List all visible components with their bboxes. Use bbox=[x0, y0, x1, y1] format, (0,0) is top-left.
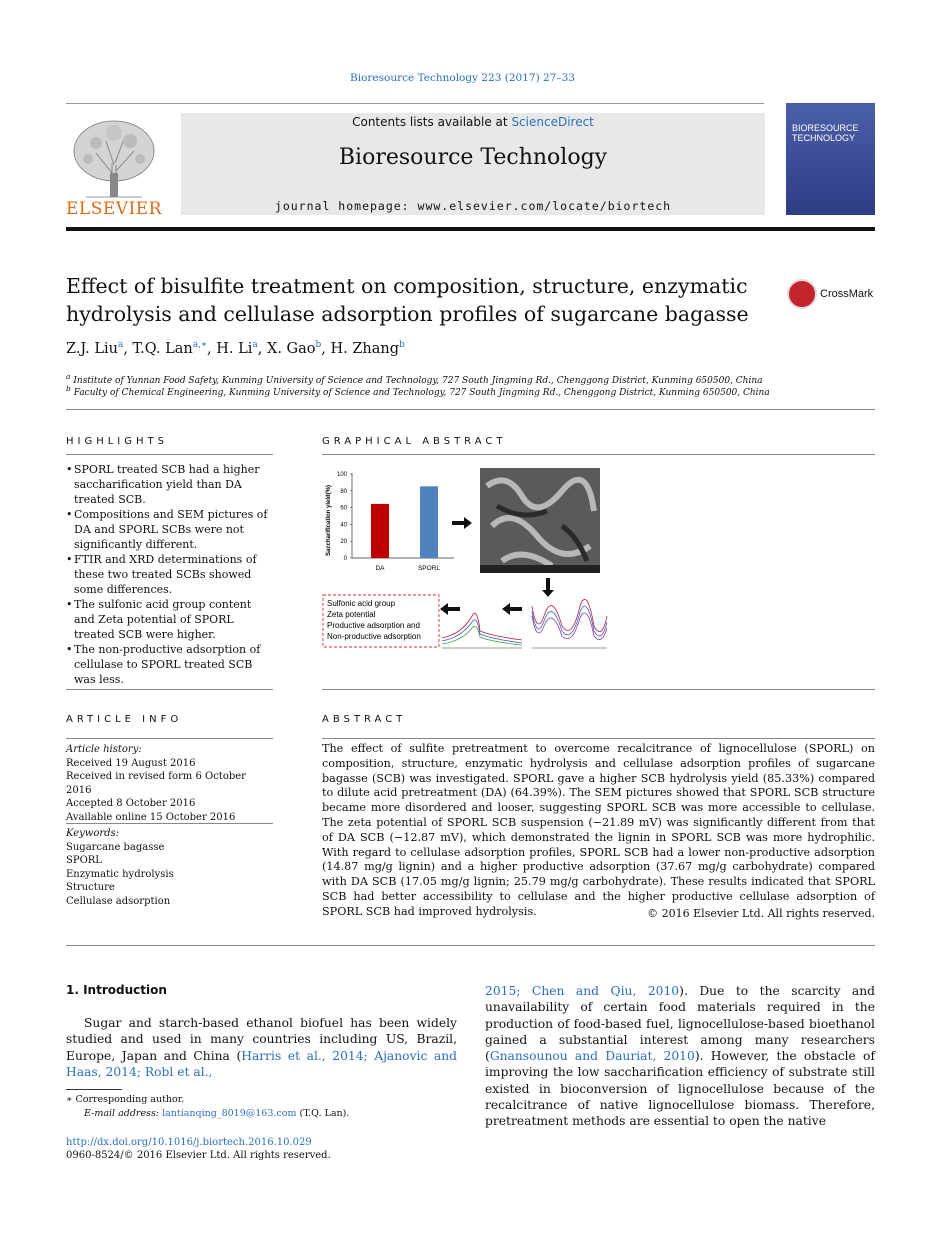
affil-sup: b bbox=[66, 384, 71, 393]
x-tick-label: SPORL bbox=[417, 565, 441, 572]
highlights-bottom-rule bbox=[66, 689, 273, 690]
affil-sup: a bbox=[66, 372, 71, 381]
ga-rule bbox=[322, 454, 875, 455]
box-line: Zeta potential bbox=[327, 610, 376, 619]
list-item: • SPORL treated SCB had a higher saccharification yield than DA treated SCB. bbox=[66, 462, 273, 507]
right-arrow-icon bbox=[452, 517, 472, 529]
keywords-label: Keywords: bbox=[66, 828, 120, 839]
keywords bbox=[66, 827, 273, 908]
keyword: Sugarcane bagasse bbox=[66, 841, 165, 853]
highlights-heading: HIGHLIGHTS bbox=[66, 436, 168, 447]
ftir-plot bbox=[532, 599, 607, 648]
abstract-rule bbox=[322, 738, 875, 739]
list-item: • The non-productive adsorption of cellulase to SPORL treated SCB was less. bbox=[66, 642, 273, 687]
contents-line bbox=[181, 115, 765, 129]
article-info-heading: ARTICLE INFO bbox=[66, 714, 183, 725]
cover-title: BIORESOURCE TECHNOLOGY bbox=[792, 123, 859, 143]
list-item: • FTIR and XRD determinations of these two treated SCBs showed some differences. bbox=[66, 552, 273, 597]
highlights-rule bbox=[66, 454, 273, 455]
y-tick-label: 40 bbox=[340, 522, 347, 529]
list-item: • The sulfonic acid group content and Zeta potential of SPORL treated SCB were higher. bbox=[66, 597, 273, 642]
keyword: Structure bbox=[66, 882, 115, 893]
crossmark-badge[interactable] bbox=[787, 279, 873, 309]
abstract-heading: ABSTRACT bbox=[322, 714, 407, 725]
keywords-rule bbox=[66, 823, 273, 824]
author: H. Zhang bbox=[330, 340, 400, 357]
affiliation-b bbox=[66, 384, 770, 398]
abstract-copyright: © 2016 Elsevier Ltd. All rights reserved. bbox=[647, 907, 875, 920]
author-sup[interactable]: a,∗ bbox=[192, 340, 208, 350]
author: Z.J. Liu bbox=[66, 340, 118, 357]
graphical-abstract-figure bbox=[322, 466, 612, 661]
history-item: Accepted 8 October 2016 bbox=[66, 798, 196, 809]
citation-link[interactable]: Gnansounou and Dauriat, 2010 bbox=[489, 1049, 695, 1064]
keyword: SPORL bbox=[66, 855, 102, 866]
author: T.Q. Lan bbox=[132, 340, 193, 357]
author-sup[interactable]: b bbox=[399, 340, 405, 350]
xrd-plot bbox=[442, 613, 522, 648]
header-thick-rule bbox=[66, 227, 875, 231]
section-heading: 1. Introduction bbox=[66, 983, 167, 997]
header-rule bbox=[66, 103, 764, 104]
article-history bbox=[66, 743, 273, 824]
box-line: Sulfonic acid group bbox=[327, 599, 396, 608]
keyword: Enzymatic hydrolysis bbox=[66, 868, 174, 880]
affil-text: Institute of Yunnan Food Safety, Kunming University of Science and Technology, 727 South Jingming Rd., Chenggong District, Kunming 650500, China bbox=[73, 376, 763, 386]
author-sup[interactable]: a bbox=[117, 340, 124, 350]
y-axis-label: Saccharification yield(%) bbox=[326, 484, 332, 556]
intro-text: ). However, the obstacle of improving the low saccharification efficiency of substrate still existed in bioconversion of lignocellulose because of the recalcitrance of native lignocellulose biomass. Therefore, pretreatment methods are essential to open the native bbox=[485, 1049, 875, 1129]
email-line bbox=[84, 1108, 349, 1119]
intro-text: Sugar and starch-based ethanol biofuel has been widely studied and used in many countries including US, Brazil, Europe, Japan and China ( bbox=[66, 1016, 457, 1063]
crossmark-label: CrossMark bbox=[820, 288, 874, 300]
journal-citation[interactable]: Bioresource Technology 223 (2017) 27–33 bbox=[350, 72, 575, 84]
journal-cover-image bbox=[786, 103, 875, 215]
down-arrow-icon bbox=[542, 578, 554, 597]
footnote-rule bbox=[66, 1089, 122, 1090]
doi-link[interactable]: http://dx.doi.org/10.1016/j.biortech.2016.10.029 bbox=[66, 1137, 312, 1148]
history-label: Article history: bbox=[66, 744, 142, 755]
sciencedirect-link[interactable]: ScienceDirect bbox=[511, 115, 594, 129]
bar-sporl bbox=[420, 486, 438, 558]
list-item: • Compositions and SEM pictures of DA and SPORL SCBs were not significantly different. bbox=[66, 507, 273, 552]
author: X. Gao bbox=[267, 340, 316, 357]
corresponding-author: ∗ Corresponding author. bbox=[66, 1094, 185, 1105]
history-item: Received 19 August 2016 bbox=[66, 757, 196, 769]
y-tick-label: 100 bbox=[336, 472, 347, 478]
bar-da bbox=[371, 504, 389, 558]
keyword: Cellulase adsorption bbox=[66, 895, 171, 907]
journal-name: Bioresource Technology bbox=[338, 145, 608, 170]
author-sup[interactable]: b bbox=[315, 340, 322, 350]
author-sup[interactable]: a bbox=[252, 340, 258, 350]
body-rule bbox=[66, 945, 875, 946]
y-tick-label: 0 bbox=[343, 556, 347, 562]
crossmark-icon bbox=[787, 279, 817, 309]
email-label: E-mail address: bbox=[84, 1108, 163, 1119]
left-arrow-icon bbox=[440, 603, 460, 615]
intro-left-column bbox=[66, 1015, 457, 1080]
author: H. Li bbox=[216, 340, 253, 357]
intro-right-column bbox=[485, 983, 875, 1130]
box-line: Non-productive adsorption bbox=[327, 632, 421, 641]
x-tick-label: DA bbox=[375, 565, 385, 572]
article-info-rule bbox=[66, 738, 273, 739]
history-item: Available online 15 October 2016 bbox=[66, 811, 236, 823]
y-tick-label: 80 bbox=[340, 488, 347, 495]
article-title: Effect of bisulfite treatment on composition, structure, enzymatic hydrolysis and cellulase adsorption profiles of sugarcane bagasse bbox=[66, 274, 749, 326]
issn-line: 0960-8524/© 2016 Elsevier Ltd. All rights reserved. bbox=[66, 1150, 331, 1161]
email-owner: (T.Q. Lan). bbox=[296, 1108, 350, 1119]
citation-link[interactable]: 2015; Chen and Qiu, 2010 bbox=[485, 984, 680, 998]
author-list: Z.J. Liu$^a$, T.Q. Lan$^{a,∗}$, H. Li$^a$, X. Gao$^b$, H. Zhang$^b$ bbox=[66, 340, 405, 357]
abstract-text: The effect of sulfite pretreatment to overcome recalcitrance of lignocellulose (SPORL) on composition, structure, enzymatic hydrolysis and cellulase adsorption profiles of sugarcane bagasse (SCB) was investigated. SPORL gave a higher SCB hydrolysis yield (85.33%) compared to dilute acid pretreatment (DA) (64.39%). The SEM pictures showed that SPORL SCB structure became more disordered and looser, suggesting SPORL SCB was more accessible to cellulase. The zeta potential of SPORL SCB suspension (−21.89 mV) was significantly different from that of DA SCB (−12.87 mV), which demonstrated the lignin in SPORL SCB was more hydrophilic. With regard to cellulase adsorption profiles, SPORL SCB had a lower non-productive adsorption (14.87 mg/g lignin) and a higher productive adsorption (37.67 mg/g carbohydrate) compared with DA SCB (17.05 mg/g lignin; 25.79 mg/g carbohydrate). These results indicated that SPORL SCB had better accessibility to cellulase and the higher productive cellulase adsorption of SPORL SCB had improved hydrolysis. bbox=[322, 742, 875, 918]
history-item: Received in revised form 6 October 2016 bbox=[66, 771, 246, 796]
ga-bottom-rule bbox=[322, 689, 875, 690]
saccharification-bar-chart bbox=[326, 472, 454, 572]
intro-text: ). Due to the scarcity and unavailability of certain food materials required in the production of food-based fuel, lignocellulose-based bioethanol gained a substantial interest among many researchers ( bbox=[485, 984, 876, 1064]
journal-homepage[interactable]: journal homepage: www.elsevier.com/locate/biortech bbox=[274, 199, 672, 213]
highlights-list bbox=[66, 462, 273, 687]
box-line: Productive adsorption and bbox=[327, 621, 420, 630]
left-arrow-icon bbox=[502, 603, 522, 615]
citation-link[interactable]: Harris et al., 2014; Ajanovic and Haas, 2014; Robl et al., bbox=[66, 1048, 458, 1079]
section-rule bbox=[66, 409, 875, 410]
email-link[interactable]: lantianqing_8019@163.com bbox=[162, 1108, 297, 1119]
y-tick-label: 20 bbox=[340, 539, 347, 546]
publisher-name: ELSEVIER bbox=[66, 199, 162, 219]
contents-prefix: Contents lists available at bbox=[352, 115, 512, 129]
affil-text: Faculty of Chemical Engineering, Kunming University of Science and Technology, 727 South Jingming Rd., Chenggong District, Kunming 650500, China bbox=[73, 388, 770, 398]
y-tick-label: 60 bbox=[340, 505, 347, 512]
graphical-abstract-heading: GRAPHICAL ABSTRACT bbox=[322, 436, 507, 447]
